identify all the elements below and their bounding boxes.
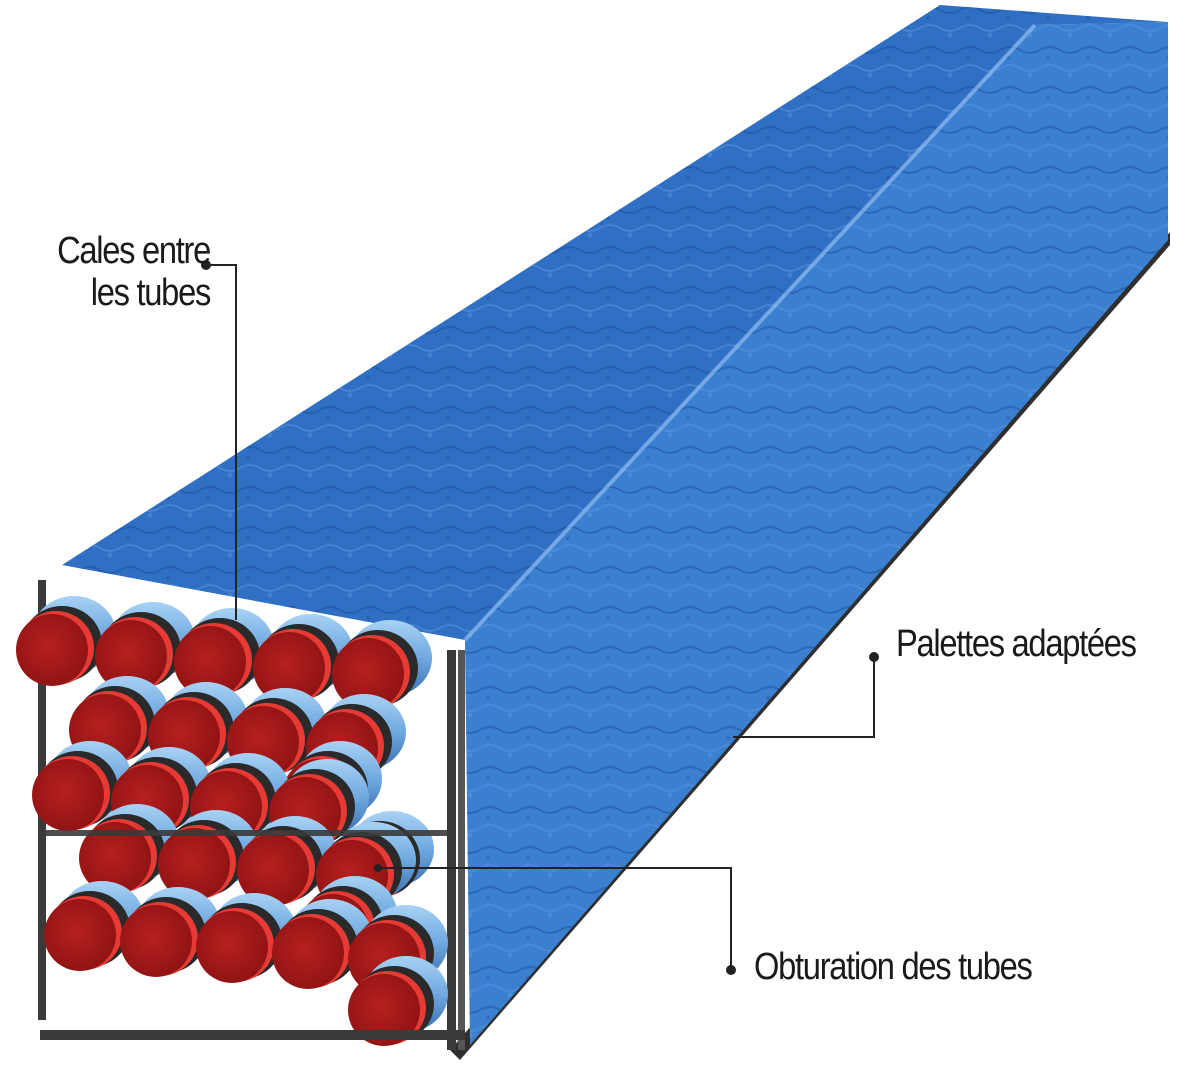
- tube-cap-plug: [44, 899, 116, 971]
- tube-cap-plug: [16, 614, 88, 686]
- label-cales-entre-les-tubes: [38, 230, 210, 314]
- label-cales-line1: Cales entre: [57, 230, 210, 272]
- tube-end-grid: [16, 596, 448, 1046]
- tube-cap-plug: [196, 911, 268, 983]
- frame-bottom-rail: [40, 1030, 465, 1040]
- tube-cap-plug: [32, 759, 104, 831]
- label-obturation-des-tubes: Obturation des tubes: [754, 946, 1032, 988]
- frame-post-mid: [458, 650, 465, 1050]
- tube-cap-plug: [272, 917, 344, 989]
- label-palettes-adaptees: Palettes adaptées: [896, 623, 1136, 665]
- frame-spacer-row: [46, 830, 448, 836]
- leader-end-obturation: [374, 864, 382, 872]
- label-cales-line2: les tubes: [90, 272, 210, 314]
- tube-cap-plug: [120, 905, 192, 977]
- frame-post-right: [447, 650, 456, 1050]
